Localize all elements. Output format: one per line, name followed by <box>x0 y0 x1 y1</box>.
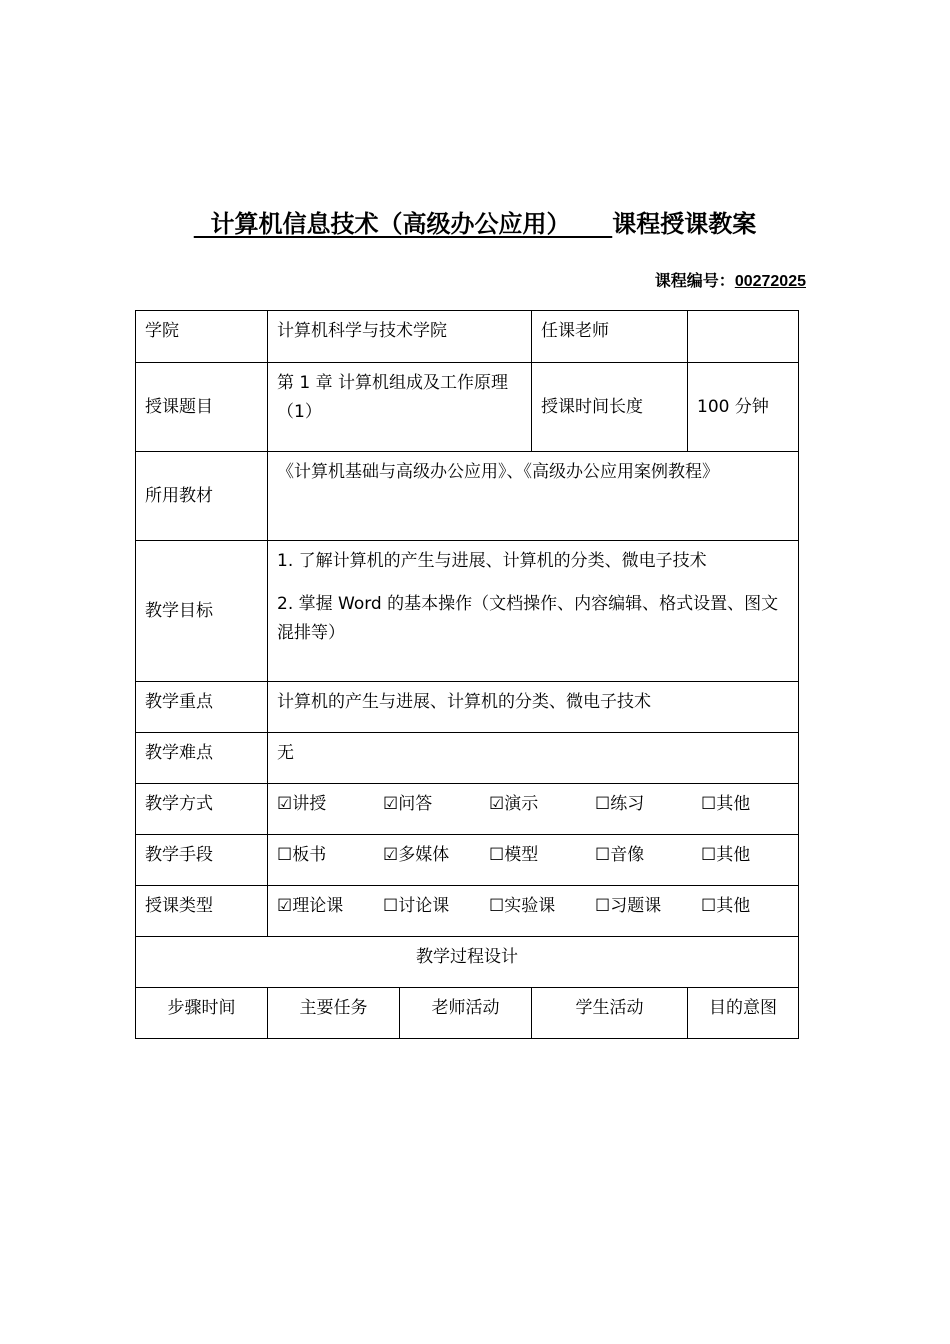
checkbox-icon: ☐ <box>595 845 611 865</box>
difficulty-value: 无 <box>268 733 799 784</box>
row-college <box>136 311 799 363</box>
checkbox-option[interactable]: ☐其他 <box>701 896 751 916</box>
checkbox-icon: ☐ <box>701 794 717 814</box>
row-textbook <box>136 452 799 541</box>
process-col-header: 学生活动 <box>532 988 688 1039</box>
row-means <box>136 835 799 886</box>
textbook-label: 所用教材 <box>136 452 268 541</box>
teacher-value <box>688 311 799 363</box>
lesson-plan-table <box>135 310 799 1039</box>
course-code-value: 00272025 <box>734 273 806 290</box>
college-label: 学院 <box>136 311 268 363</box>
checkbox-option[interactable]: ☐音像 <box>595 845 645 865</box>
checkbox-option[interactable]: ☐模型 <box>489 845 539 865</box>
college-value: 计算机科学与技术学院 <box>268 311 532 363</box>
process-col-header: 主要任务 <box>268 988 400 1039</box>
row-type <box>136 886 799 937</box>
title-suffix: 课程授课教案 <box>612 210 757 238</box>
checkbox-icon: ☐ <box>489 845 505 865</box>
checkbox-icon: ☐ <box>595 896 611 916</box>
checkbox-option[interactable]: ☑演示 <box>489 794 539 814</box>
teacher-label: 任课老师 <box>532 311 688 363</box>
checkbox-icon: ☑ <box>277 896 293 916</box>
course-code <box>655 268 806 291</box>
checkbox-option[interactable]: ☑理论课 <box>277 896 344 916</box>
checkbox-icon: ☐ <box>489 896 505 916</box>
goal-label: 教学目标 <box>136 541 268 682</box>
course-name: 计算机信息技术（高级办公应用） <box>193 210 613 238</box>
type-label: 授课类型 <box>136 886 268 937</box>
row-topic <box>136 363 799 452</box>
row-process-title <box>136 937 799 988</box>
page-title <box>0 204 950 239</box>
process-title: 教学过程设计 <box>136 937 799 988</box>
process-col-header: 老师活动 <box>400 988 532 1039</box>
checkbox-option[interactable]: ☐讨论课 <box>383 896 450 916</box>
row-method <box>136 784 799 835</box>
textbook-value: 《计算机基础与高级办公应用》、《高级办公应用案例教程》 <box>268 452 799 541</box>
checkbox-option[interactable]: ☐实验课 <box>489 896 556 916</box>
difficulty-label: 教学难点 <box>136 733 268 784</box>
row-process-header <box>136 988 799 1039</box>
goal-item: 2. 掌握 Word 的基本操作（文档操作、内容编辑、格式设置、图文混排等） <box>277 593 779 643</box>
checkbox-icon: ☐ <box>277 845 293 865</box>
checkbox-option[interactable]: ☑问答 <box>383 794 433 814</box>
key-label: 教学重点 <box>136 682 268 733</box>
checkbox-option[interactable]: ☑讲授 <box>277 794 327 814</box>
duration-value: 100 分钟 <box>688 363 799 452</box>
row-difficulty <box>136 733 799 784</box>
checkbox-icon: ☐ <box>383 896 399 916</box>
checkbox-icon: ☐ <box>595 794 611 814</box>
checkbox-option[interactable]: ☐其他 <box>701 845 751 865</box>
topic-value: 第 1 章 计算机组成及工作原理（1） <box>268 363 532 452</box>
checkbox-option[interactable]: ☐板书 <box>277 845 327 865</box>
row-key <box>136 682 799 733</box>
course-code-label: 课程编号： <box>654 271 735 290</box>
checkbox-option[interactable]: ☐练习 <box>595 794 645 814</box>
type-options <box>268 886 799 937</box>
goal-list <box>268 541 799 682</box>
method-label: 教学方式 <box>136 784 268 835</box>
checkbox-icon: ☑ <box>489 794 505 814</box>
process-col-header: 步骤时间 <box>136 988 268 1039</box>
row-goals <box>136 541 799 682</box>
checkbox-option[interactable]: ☐其他 <box>701 794 751 814</box>
means-options <box>268 835 799 886</box>
checkbox-icon: ☑ <box>383 794 399 814</box>
checkbox-icon: ☐ <box>701 845 717 865</box>
topic-label: 授课题目 <box>136 363 268 452</box>
goal-item: 1. 了解计算机的产生与进展、计算机的分类、微电子技术 <box>277 551 707 571</box>
checkbox-icon: ☐ <box>701 896 717 916</box>
checkbox-option[interactable]: ☑多媒体 <box>383 845 450 865</box>
checkbox-icon: ☑ <box>383 845 399 865</box>
means-label: 教学手段 <box>136 835 268 886</box>
duration-label: 授课时间长度 <box>532 363 688 452</box>
checkbox-icon: ☑ <box>277 794 293 814</box>
checkbox-option[interactable]: ☐习题课 <box>595 896 662 916</box>
method-options <box>268 784 799 835</box>
key-value: 计算机的产生与进展、计算机的分类、微电子技术 <box>268 682 799 733</box>
process-col-header: 目的意图 <box>688 988 799 1039</box>
